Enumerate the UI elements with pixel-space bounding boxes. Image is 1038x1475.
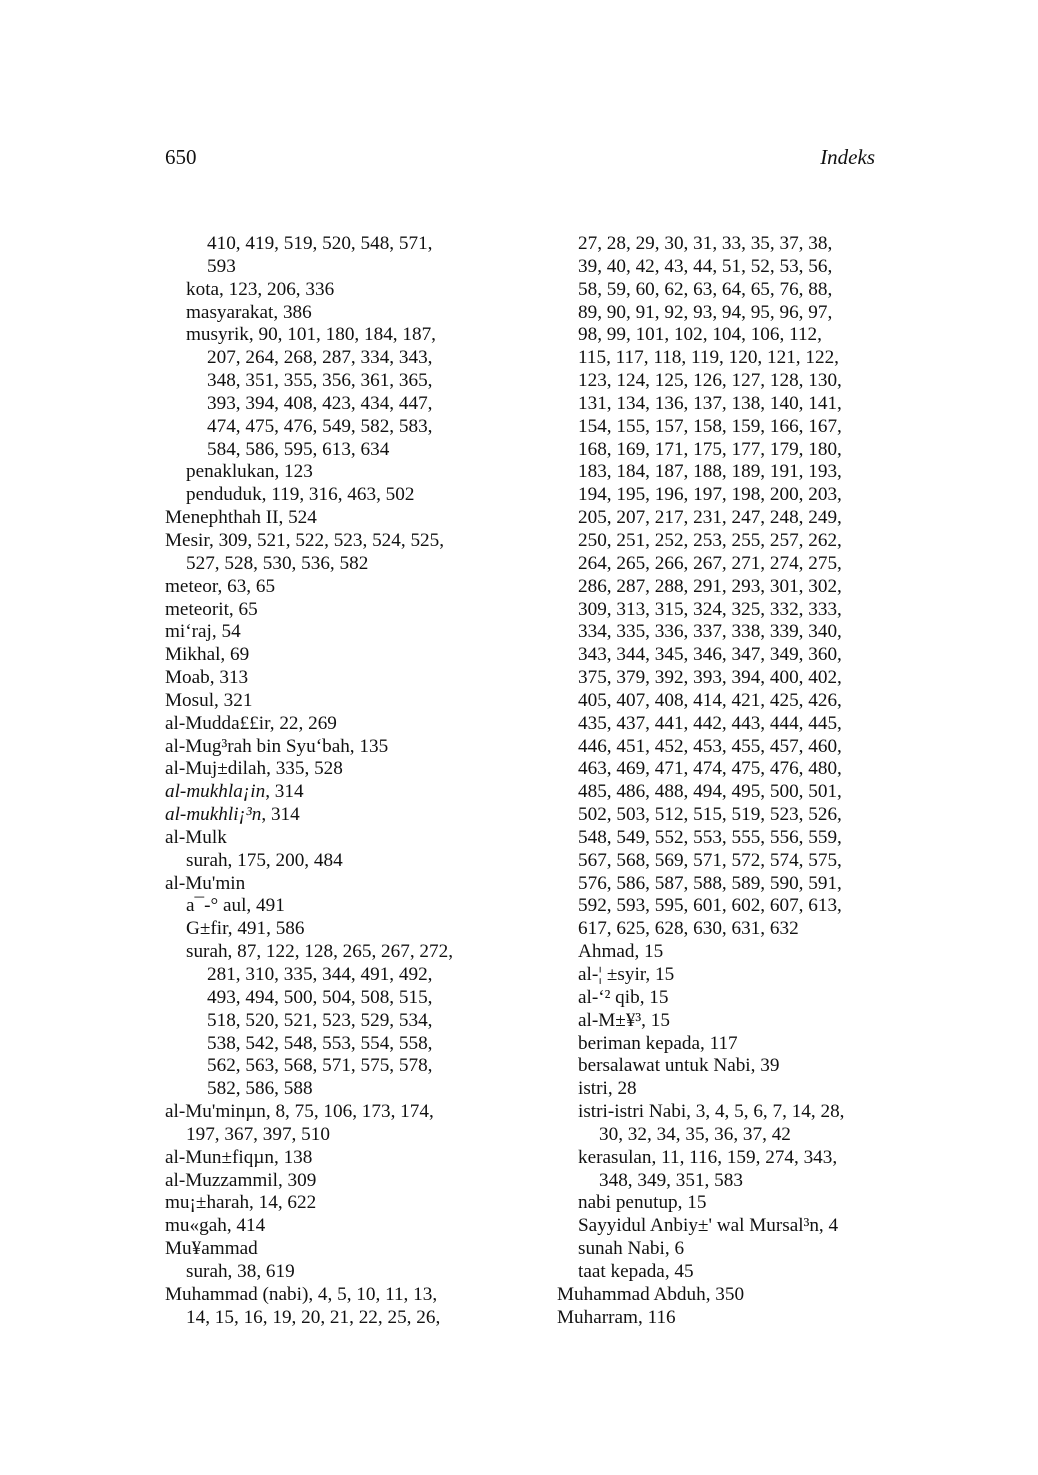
index-entry-line: 617, 625, 628, 630, 631, 632 <box>578 918 799 940</box>
index-entry-line: 410, 419, 519, 520, 548, 571, <box>207 233 433 254</box>
index-entry-line: 548, 549, 552, 553, 555, 556, 559, <box>578 826 842 848</box>
running-head: Indeks <box>820 145 875 169</box>
index-entry-line <box>165 781 525 804</box>
index-entry-line: 154, 155, 157, 158, 159, 166, 167, <box>578 415 842 437</box>
index-entry-line: 27, 28, 29, 30, 31, 33, 35, 37, 38, <box>578 233 833 254</box>
index-entry-line: 502, 503, 512, 515, 519, 523, 526, <box>578 804 842 826</box>
index-entry-line: al-M±¥³, 15 <box>578 1009 670 1031</box>
index-entry-line: istri-istri Nabi, 3, 4, 5, 6, 7, 14, 28, <box>578 1101 845 1123</box>
index-entry-line: 538, 542, 548, 553, 554, 558, <box>207 1032 433 1054</box>
index-entry-line: sunah Nabi, 6 <box>578 1238 685 1260</box>
index-entry-line: Muharram, 116 <box>557 1306 676 1328</box>
index-entry-line: 205, 207, 217, 231, 247, 248, 249, <box>578 507 842 529</box>
index-entry-line: mu¡±harah, 14, 622 <box>165 1192 317 1214</box>
index-entry-line: al-Mu'minµn, 8, 75, 106, 173, 174, <box>165 1101 434 1123</box>
index-entry-line: 393, 394, 408, 423, 434, 447, <box>207 392 433 414</box>
index-entry-line: 562, 563, 568, 571, 575, 578, <box>207 1055 433 1077</box>
index-entry-line: Moab, 313 <box>165 667 249 689</box>
index-term-italic: al-mukhla¡in <box>165 781 266 803</box>
index-term-italic: al-mukhli¡³n <box>165 804 262 826</box>
index-entry-line: al-Muj±dilah, 335, 528 <box>165 758 343 780</box>
index-entry-line: 168, 169, 171, 175, 177, 179, 180, <box>578 438 842 460</box>
index-entry-line: 348, 349, 351, 583 <box>599 1169 743 1191</box>
index-entry-line: 584, 586, 595, 613, 634 <box>207 438 390 460</box>
index-entry-line: Sayyidul Anbiy±' wal Mursal³n, 4 <box>578 1215 839 1237</box>
index-entry-line: 14, 15, 16, 19, 20, 21, 22, 25, 26, <box>186 1306 441 1328</box>
index-entry-line: 375, 379, 392, 393, 394, 400, 402, <box>578 667 842 689</box>
index-entry-line: 131, 134, 136, 137, 138, 140, 141, <box>578 392 842 414</box>
index-entry-line: surah, 175, 200, 484 <box>186 849 343 871</box>
index-entry-line: 264, 265, 266, 267, 271, 274, 275, <box>578 552 842 574</box>
index-entry-line: 592, 593, 595, 601, 602, 607, 613, <box>578 895 842 917</box>
index-entry-line: mu«gah, 414 <box>165 1215 266 1237</box>
page-number: 650 <box>165 145 197 169</box>
index-entry-line: al-Mulk <box>165 826 227 848</box>
index-entry-line: a¯-° aul, 491 <box>186 895 285 917</box>
index-entry-line: 115, 117, 118, 119, 120, 121, 122, <box>578 347 839 369</box>
index-page-refs: , 314 <box>261 804 300 826</box>
index-entry-line: G±fir, 491, 586 <box>186 918 305 940</box>
index-entry-line: surah, 87, 122, 128, 265, 267, 272, <box>186 941 454 963</box>
index-entry-line: al-Mun±fiqµn, 138 <box>165 1146 313 1168</box>
index-entry-line: Muhammad (nabi), 4, 5, 10, 11, 13, <box>165 1283 438 1305</box>
index-entry-line: 485, 486, 488, 494, 495, 500, 501, <box>578 781 842 803</box>
index-entry-line: 435, 437, 441, 442, 443, 444, 445, <box>578 712 842 734</box>
index-entry-line: 207, 264, 268, 287, 334, 343, <box>207 347 433 369</box>
index-entry-line: 281, 310, 335, 344, 491, 492, <box>207 964 433 985</box>
index-column-left <box>165 233 525 1330</box>
index-entry-line: nabi penutup, 15 <box>578 1192 707 1214</box>
index-entry-line: kota, 123, 206, 336 <box>186 278 335 300</box>
index-entry-line: kerasulan, 11, 116, 159, 274, 343, <box>578 1146 838 1168</box>
index-entry-line: 576, 586, 587, 588, 589, 590, 591, <box>578 872 842 894</box>
index-entry-line: Mu¥ammad <box>165 1238 258 1260</box>
index-entry-line: Mikhal, 69 <box>165 644 250 666</box>
index-entry-line: penduduk, 119, 316, 463, 502 <box>186 484 415 506</box>
index-entry-line: musyrik, 90, 101, 180, 184, 187, <box>186 324 436 346</box>
index-entry-line: Mesir, 309, 521, 522, 523, 524, 525, <box>165 529 445 551</box>
index-entry-line: 593 <box>207 255 236 277</box>
index-entry-line: 343, 344, 345, 346, 347, 349, 360, <box>578 644 842 666</box>
index-entry-line: taat kepada, 45 <box>578 1260 694 1282</box>
index-entry-line: al-Mu'min <box>165 872 246 894</box>
index-entry-line: 334, 335, 336, 337, 338, 339, 340, <box>578 621 842 643</box>
index-entry-line: 58, 59, 60, 62, 63, 64, 65, 76, 88, <box>578 278 833 300</box>
index-entry-line: 582, 586, 588 <box>207 1078 313 1100</box>
index-entry-line: al-‘² qib, 15 <box>578 986 669 1008</box>
index-entry-line: al-Muzzammil, 309 <box>165 1169 317 1191</box>
index-entry-line: meteorit, 65 <box>165 598 258 620</box>
index-entry-line: masyarakat, 386 <box>186 301 312 323</box>
index-entry-line: 98, 99, 101, 102, 104, 106, 112, <box>578 324 822 346</box>
index-entry-line: Menephthah II, 524 <box>165 507 317 529</box>
index-entry-line: meteor, 63, 65 <box>165 575 276 597</box>
index-entry-line: Mosul, 321 <box>165 689 253 711</box>
index-entry-line: 518, 520, 521, 523, 529, 534, <box>207 1009 433 1031</box>
index-entry-line: beriman kepada, 117 <box>578 1032 738 1054</box>
index-entry-line: 89, 90, 91, 92, 93, 94, 95, 96, 97, <box>578 301 833 323</box>
index-entry-line: 567, 568, 569, 571, 572, 574, 575, <box>578 849 842 871</box>
index-entry-line: 286, 287, 288, 291, 293, 301, 302, <box>578 575 842 597</box>
index-entry-line: surah, 38, 619 <box>186 1260 295 1282</box>
index-page-refs: , 314 <box>265 781 304 803</box>
index-entry-line: istri, 28 <box>578 1078 637 1100</box>
index-entry-line: 463, 469, 471, 474, 475, 476, 480, <box>578 758 842 780</box>
index-entry-line: al-Mug³rah bin Syu‘bah, 135 <box>165 735 389 757</box>
index-entry-line: 197, 367, 397, 510 <box>186 1123 330 1145</box>
index-entry-line: 527, 528, 530, 536, 582 <box>186 552 369 574</box>
index-entry-line <box>165 804 525 827</box>
index-entry-line: 123, 124, 125, 126, 127, 128, 130, <box>578 370 842 392</box>
index-entry-line: Muhammad Abduh, 350 <box>557 1283 745 1305</box>
index-entry-line: 348, 351, 355, 356, 361, 365, <box>207 370 433 392</box>
index-entry-line: 39, 40, 42, 43, 44, 51, 52, 53, 56, <box>578 255 833 277</box>
index-column-right <box>557 233 887 1330</box>
index-entry-line: bersalawat untuk Nabi, 39 <box>578 1055 780 1077</box>
index-entry-line: 446, 451, 452, 453, 455, 457, 460, <box>578 735 842 757</box>
index-entry-line: 493, 494, 500, 504, 508, 515, <box>207 986 433 1008</box>
index-entry-line: 183, 184, 187, 188, 189, 191, 193, <box>578 461 842 483</box>
index-entry-line: al-Mudda££ir, 22, 269 <box>165 712 337 734</box>
index-entry-line: mi‘raj, 54 <box>165 621 241 643</box>
index-entry-line: Ahmad, 15 <box>578 941 664 963</box>
index-entry-line: 474, 475, 476, 549, 582, 583, <box>207 415 433 437</box>
index-entry-line: 250, 251, 252, 253, 255, 257, 262, <box>578 529 842 551</box>
index-entry-line: 194, 195, 196, 197, 198, 200, 203, <box>578 484 842 506</box>
index-entry-line: 405, 407, 408, 414, 421, 425, 426, <box>578 689 842 711</box>
index-entry-line: al-¦ ±syir, 15 <box>578 964 675 985</box>
index-entry-line: penaklukan, 123 <box>186 461 313 483</box>
index-entry-line: 30, 32, 34, 35, 36, 37, 42 <box>599 1123 791 1145</box>
index-entry-line: 309, 313, 315, 324, 325, 332, 333, <box>578 598 842 620</box>
